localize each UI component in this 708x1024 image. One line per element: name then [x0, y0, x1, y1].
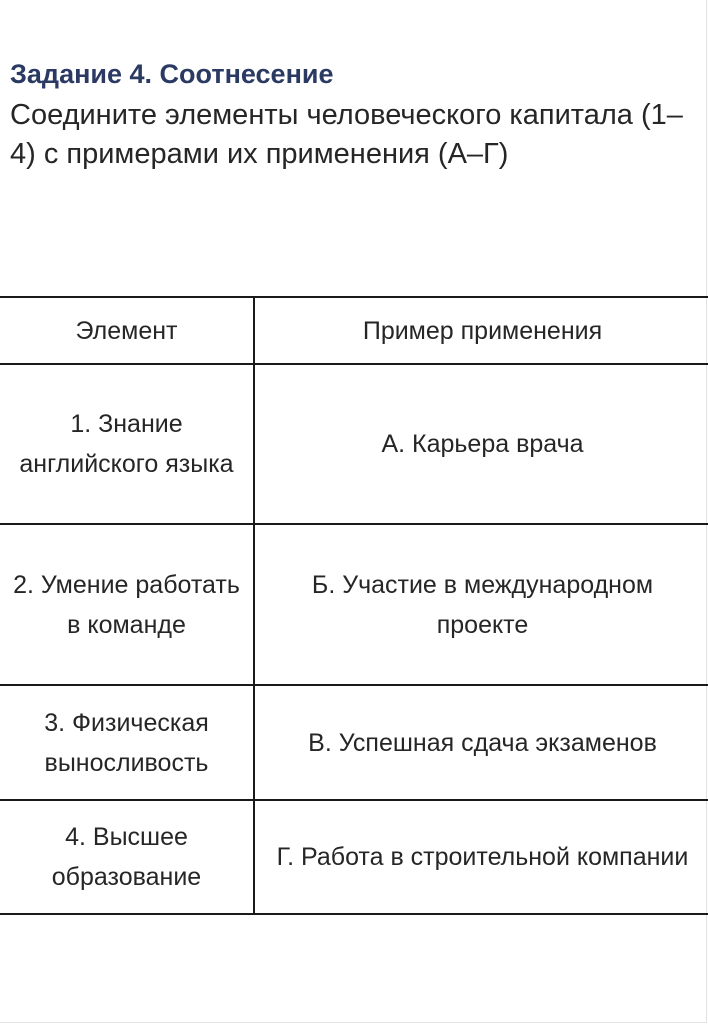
- example-cell: В. Успешная сдача экзаменов: [254, 685, 708, 800]
- task-title: Задание 4. Соотнесение: [10, 59, 334, 89]
- table-header-row: [0, 297, 708, 364]
- table-row: [0, 524, 708, 685]
- example-cell: Б. Участие в международном проекте: [254, 524, 708, 685]
- matching-table: [0, 296, 708, 915]
- example-cell: Г. Работа в строительной компании: [254, 800, 708, 914]
- header-example: Пример применения: [254, 297, 708, 364]
- task-instruction: Соедините элементы человеческого капитала (1–4) с примерами их применения (А–Г): [10, 99, 683, 170]
- example-cell: А. Карьера врача: [254, 364, 708, 524]
- task-heading: [10, 56, 690, 174]
- element-cell: 4. Высшее образование: [0, 800, 254, 914]
- table-row: [0, 364, 708, 524]
- element-cell: 2. Умение работать в команде: [0, 524, 254, 685]
- element-cell: 3. Физическая выносливость: [0, 685, 254, 800]
- header-element: Элемент: [0, 297, 254, 364]
- element-cell: 1. Знание английского языка: [0, 364, 254, 524]
- table-row: [0, 800, 708, 914]
- table-row: [0, 685, 708, 800]
